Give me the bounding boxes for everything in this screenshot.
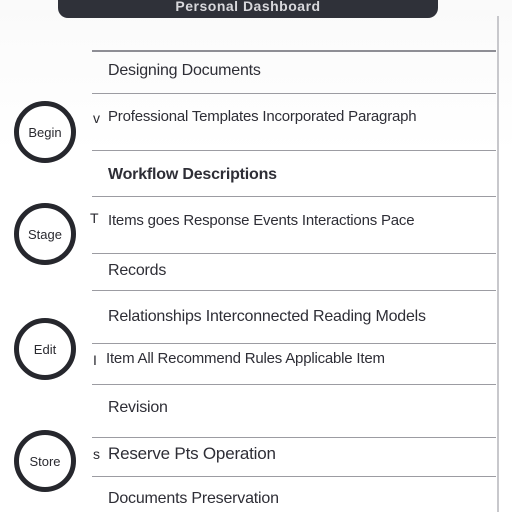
step-badge <box>14 203 76 265</box>
step-badge-label: Begin <box>28 124 62 140</box>
page-title: Personal Dashboard <box>175 0 321 14</box>
divider <box>92 50 496 52</box>
bullet-marker: I <box>93 352 97 368</box>
divider <box>92 93 496 94</box>
row-label: Revision <box>108 399 168 416</box>
step-badge-label: Store <box>29 453 61 469</box>
row-label: Workflow Descriptions <box>108 166 277 183</box>
row-label: Records <box>108 262 167 279</box>
step-badge <box>14 318 76 380</box>
row-label: Items goes Response Events Interactions Pace <box>108 212 415 229</box>
divider <box>92 343 496 344</box>
divider <box>92 196 496 197</box>
divider <box>92 253 496 254</box>
row-label: Relationships Interconnected Reading Models <box>108 308 426 325</box>
row-label: Item All Recommend Rules Applicable Item <box>106 350 385 367</box>
bullet-marker: s <box>93 446 100 462</box>
step-badge-label: Edit <box>33 341 57 357</box>
right-margin-rule <box>497 16 499 512</box>
divider <box>92 150 496 151</box>
step-badge <box>14 430 76 492</box>
bullet-marker: v <box>93 110 100 126</box>
step-badge-label: Stage <box>28 226 62 242</box>
step-badge <box>14 101 76 163</box>
divider <box>92 290 496 291</box>
divider <box>92 437 496 438</box>
divider <box>92 384 496 385</box>
bullet-marker: T <box>90 210 99 226</box>
row-label: Documents Preservation <box>108 490 279 507</box>
divider <box>92 476 496 477</box>
row-label: Designing Documents <box>108 62 261 79</box>
header-bar <box>58 0 438 18</box>
row-label: Professional Templates Incorporated Paragraph <box>108 108 417 125</box>
row-label: Reserve Pts Operation <box>108 444 276 463</box>
